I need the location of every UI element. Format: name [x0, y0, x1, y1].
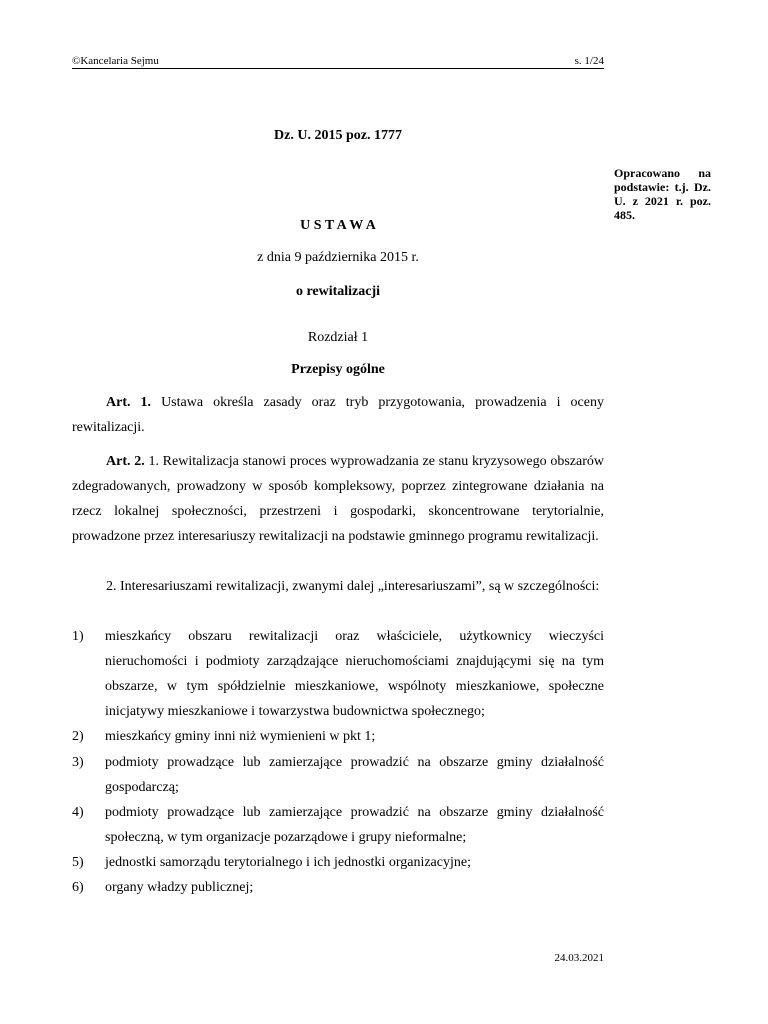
header-page-number: s. 1/24	[574, 55, 604, 67]
article-2-paragraph-1-text: 1. Rewitalizacja stanowi proces wyprowadzania ze stanu kryzysowego obszarów zdegradowanych, prowadzony w sposób kompleksowy, poprzez zintegrowane działania na rzecz lokalnej społeczności, przestrzeni i gospodarki, skoncentrowane terytorialnie, prowadzone przez interesariuszy rewitalizacji na podstawie gminnego programu rewitalizacji.	[72, 454, 604, 544]
list-item	[72, 624, 604, 724]
list-item-number: 2)	[72, 729, 84, 744]
list-item	[72, 850, 604, 875]
act-type: U S T A W A	[300, 218, 376, 233]
article-2-label: Art. 2.	[106, 454, 145, 469]
list-item	[72, 724, 604, 749]
list-item-text: organy władzy publicznej;	[105, 880, 254, 895]
act-date: z dnia 9 października 2015 r.	[257, 250, 419, 265]
article-2-paragraph-1	[72, 449, 604, 549]
list-item	[72, 800, 604, 850]
list-item	[72, 750, 604, 800]
list-item-text: mieszkańcy obszaru rewitalizacji oraz właściciele, użytkownicy wieczyści nieruchomości i podmioty zarządzające nieruchomościami znajdującymi się na tym obszarze, w tym spółdzielnie mieszkaniowe, wspólnoty mieszkaniowe, społeczne inicjatywy mieszkaniowe i towarzystwa budownictwa społecznego;	[105, 629, 604, 719]
list-item-text: mieszkańcy gminy inni niż wymienieni w pkt 1;	[105, 729, 376, 744]
page-header	[72, 55, 604, 69]
article-1-label: Art. 1.	[106, 395, 152, 410]
header-publisher: ©Kancelaria Sejmu	[72, 55, 159, 67]
list-item-number: 5)	[72, 855, 84, 870]
act-title: o rewitalizacji	[295, 284, 381, 299]
list-item-number: 6)	[72, 880, 84, 895]
chapter-number: Rozdział 1	[307, 330, 369, 345]
article-1-text: Ustawa określa zasady oraz tryb przygotowania, prowadzenia i oceny rewitalizacji.	[72, 395, 604, 435]
list-item-text: podmioty prowadzące lub zamierzające prowadzić na obszarze gminy działalność gospodarczą;	[105, 755, 604, 795]
list-item-number: 3)	[72, 755, 84, 770]
article-1	[72, 390, 604, 440]
list-item	[72, 875, 604, 900]
article-2-paragraph-2: 2. Interesariuszami rewitalizacji, zwanymi dalej „interesariuszami”, są w szczególności:	[106, 579, 600, 594]
list-item-number: 1)	[72, 629, 84, 644]
chapter-title: Przepisy ogólne	[291, 362, 385, 377]
document-reference: Dz. U. 2015 poz. 1777	[274, 128, 402, 143]
list-item-text: podmioty prowadzące lub zamierzające prowadzić na obszarze gminy działalność społeczną, w tym organizacje pozarządowe i grupy nieformalne;	[105, 805, 604, 845]
side-note: Opracowano na podstawie: t.j. Dz. U. z 2021 r. poz. 485.	[614, 166, 711, 222]
list-item-number: 4)	[72, 805, 84, 820]
list-item-text: jednostki samorządu terytorialnego i ich jednostki organizacyjne;	[105, 855, 471, 870]
footer-date: 24.03.2021	[554, 952, 604, 964]
